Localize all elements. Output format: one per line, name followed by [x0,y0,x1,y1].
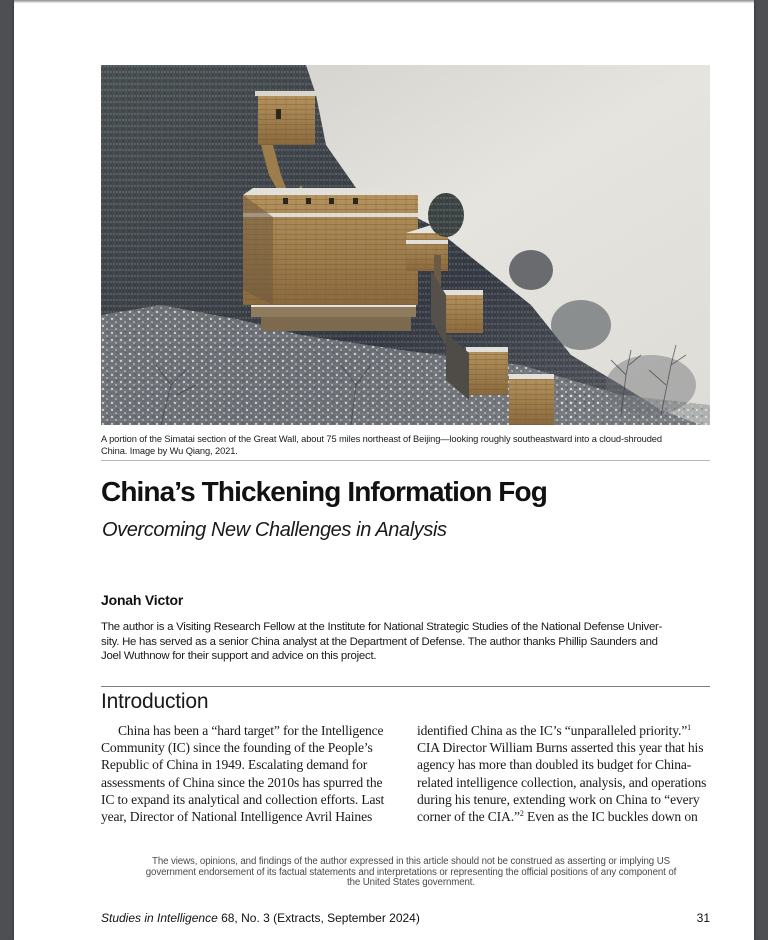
caption-divider [101,460,710,461]
journal-name: Studies in Intelligence [101,911,218,925]
great-wall-photo [101,65,710,425]
author-bio-line: sity. He has served as a senior China analyst at the Department of Defense. The author thanks Phillip Saunders and [101,635,658,648]
disclaimer [101,857,721,889]
author-bio [101,620,716,664]
body-column-left [101,722,401,825]
page-top-edge [14,0,754,3]
body-line [417,722,722,739]
disclaimer-line: The views, opinions, and findings of the author expressed in this article should not be construed as asserting or implying US [152,856,670,867]
body-line: year, Director of National Intelligence Avril Haines [101,809,373,825]
disclaimer-line: the United States government. [347,877,475,888]
body-line: Republic of China in 1949. Escalating demand for [101,757,368,773]
body-column-right [417,722,722,825]
body-text: corner of the CIA.” [417,809,520,825]
page-footer [101,910,710,926]
body-line: related intelligence collection, analysis, and operations [417,774,707,790]
body-text: identified China as the IC’s “unparalleled priority.” [417,723,688,738]
body-line: Community (IC) since the founding of the People’s [101,740,373,756]
body-line: IC to expand its analytical and collection efforts. Last [101,791,385,807]
author-name: Jonah Victor [101,592,184,608]
body-line: during his tenure, extending work on China to “every [417,791,700,807]
author-bio-line: Joel Wuthnow for their support and advice on this project. [101,650,377,662]
body-text: Even as the IC buckles down on [523,809,698,825]
section-divider [101,686,710,687]
body-line: CIA Director William Burns asserted this year that his [417,740,704,756]
body-line: assessments of China since the 2010s has spurred the [101,774,383,790]
disclaimer-line: government endorsement of its factual statements and interpretations or representing the official positions of any component of [145,866,677,878]
caption-line: A portion of the Simatai section of the Great Wall, about 75 miles northeast of Beijing—looking roughly southeastward into a cloud-shrouded [101,434,662,444]
figure-caption [101,434,710,457]
page-number: 31 [696,911,710,925]
author-bio-line: The author is a Visiting Research Fellow at the Institute for National Strategic Studies of the National Defense Univer- [101,621,663,633]
document-page [14,0,754,940]
body-line: agency has more than doubled its budget for China- [417,757,692,773]
body-line [417,808,722,825]
caption-line: China. Image by Wu Qiang, 2021. [101,445,238,456]
issue-info: 68, No. 3 (Extracts, September 2024) [217,911,420,925]
footnote-ref-2[interactable]: 2 [519,809,524,819]
section-heading-introduction: Introduction [101,690,209,713]
article-subtitle: Overcoming New Challenges in Analysis [102,519,447,541]
footnote-ref-1[interactable]: 1 [687,723,691,732]
article-title: China’s Thickening Information Fog [101,476,547,507]
body-line: China has been a “hard target” for the Intelligence [118,723,384,738]
